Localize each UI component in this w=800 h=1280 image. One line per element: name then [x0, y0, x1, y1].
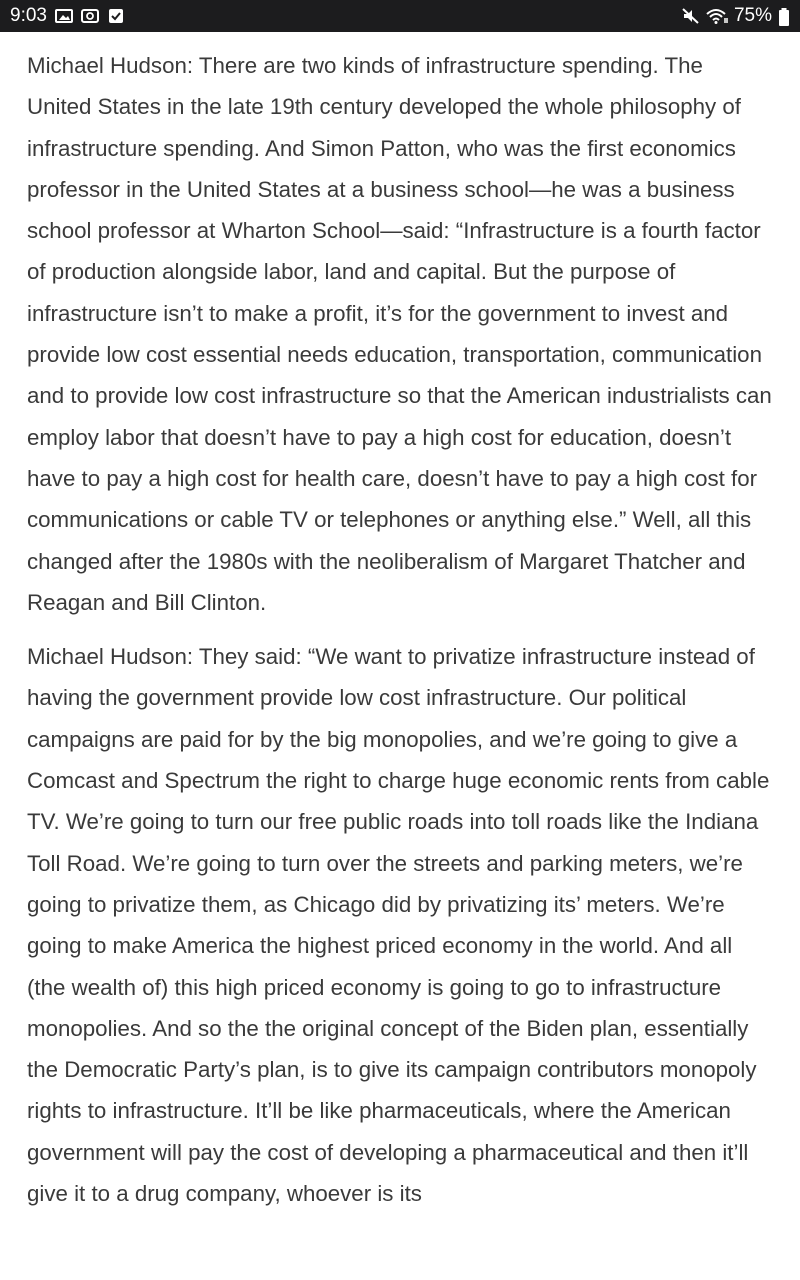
paragraph-2: Michael Hudson: They said: “We want to privatize infrastructure instead of having the government provide low cost infrastructure. Our political campaigns are paid for by the big monopolies, and we’re going to give a Comcast and Spectrum the right to charge huge economic rents from cable TV. We’re going to turn our free public roads into toll roads like the Indiana Toll Road. We’re going to turn over the streets and parking meters, we’re going to privatize them, as Chicago did by privatizing its’ meters. We’re going to make America the highest priced economy in the world. And all (the wealth of) this high priced economy is going to go to infrastructure monopolies. And so the the original concept of the Biden plan, essentially the Democratic Party’s plan, is to give its campaign contributors monopoly rights to infrastructure. It’ll be like pharmaceuticals, where the American government will pay the cost of developing a pharmaceutical and then it’ll give it to a drug company, whoever is its — [27, 644, 770, 1207]
status-time: 9:03 — [10, 5, 47, 26]
mute-icon — [682, 8, 700, 24]
status-bar-right — [682, 0, 790, 32]
wifi-icon — [706, 8, 728, 24]
gallery-icon — [55, 8, 73, 24]
checkbox-icon — [107, 8, 125, 24]
paragraph-1: Michael Hudson: There are two kinds of infrastructure spending. The United States in the late 19th century developed the whole philosophy of infrastructure spending. And Simon Patton, who was the first economics professor in the United States at a business school—he was a business school professor at Wharton School—said: “Infrastructure is a fourth factor of production alongside labor, land and capital. But the purpose of infrastructure isn’t to make a profit, it’s for the government to invest and provide low cost essential needs education, transportation, communication and to provide low cost infrastructure so that the American industrialists can employ labor that doesn’t have to pay a high cost for education, doesn’t have to pay a high cost for health care, doesn’t have to pay a high cost for communications or cable TV or telephones or anything else.” Well, all this changed after the 1980s with the neoliberalism of Margaret Thatcher and Reagan and Bill Clinton. — [27, 53, 772, 615]
screen-record-icon — [81, 8, 99, 24]
battery-icon — [778, 8, 790, 24]
status-bar-left — [10, 0, 125, 32]
article-body — [27, 45, 772, 1227]
status-bar — [0, 0, 800, 32]
battery-percentage: 75% — [733, 5, 772, 26]
